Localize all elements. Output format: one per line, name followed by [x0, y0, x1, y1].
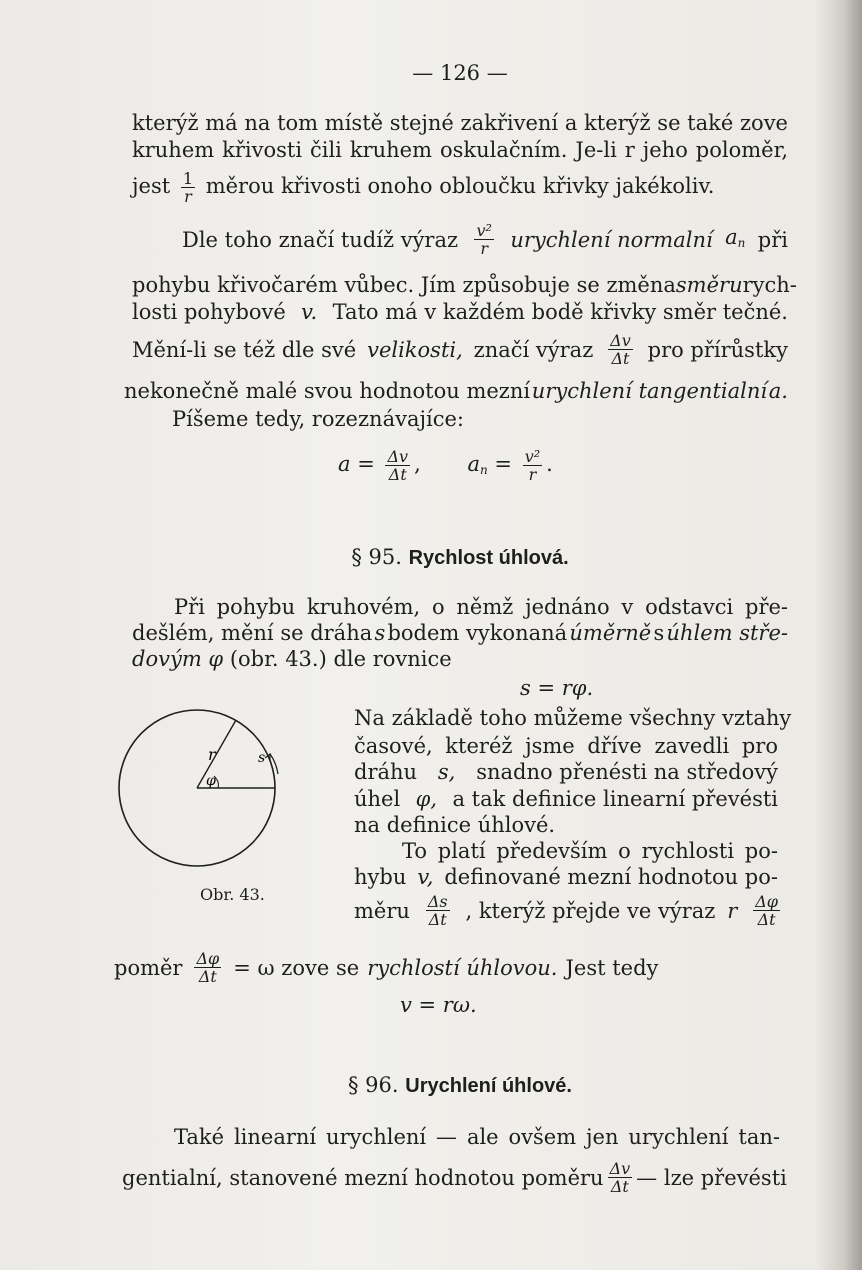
text-line	[354, 864, 778, 890]
subscript-n: n	[479, 463, 488, 477]
numerator: Δv	[387, 447, 409, 466]
italic-term: s,	[437, 760, 456, 784]
phi-symbol: φ	[208, 647, 224, 671]
label-s: s	[258, 750, 266, 766]
numerator: Δs	[427, 892, 448, 911]
numerator: Δv	[610, 331, 631, 350]
italic-term: úhlem stře-	[666, 621, 788, 645]
symbol-r: r	[727, 898, 738, 923]
denominator: Δt	[610, 1177, 629, 1196]
text-span: gentialní, stanovené mezní hodnotou poměru	[122, 1165, 604, 1190]
denominator: r	[528, 465, 537, 484]
denominator: Δt	[428, 910, 447, 929]
text-span: pohybu křivočarém vůbec. Jím způsobuje se změna	[132, 273, 676, 297]
a-n-symbol	[725, 224, 745, 256]
text-line: časové, kteréž jsme dříve zavedli pro	[354, 734, 778, 758]
numerator: v²	[524, 447, 541, 466]
fraction-v2-over-r	[474, 222, 493, 257]
text-line	[132, 137, 788, 163]
section-title: Rychlost úhlová.	[408, 547, 569, 569]
text-span: Dle toho značí tudíž výraz	[182, 227, 459, 252]
text-span: Jest tedy	[565, 955, 659, 980]
text-line	[114, 950, 674, 985]
text-line: na definice úhlové.	[354, 813, 556, 837]
text-span: — lze převésti	[636, 1165, 787, 1190]
equation-pair	[338, 448, 598, 483]
fraction-1-over-r	[181, 170, 195, 205]
text-line: kterýž má na tom místě stejné zakřivení a kterýž se také zove	[132, 111, 788, 135]
numerator: 1	[182, 169, 194, 188]
text-line	[132, 170, 788, 205]
denominator: Δt	[388, 465, 407, 484]
text-line: Při pohybu kruhovém, o němž jednáno v odstavci pře-	[174, 595, 788, 619]
period: .	[546, 452, 553, 476]
text-line	[354, 893, 784, 928]
text-line	[122, 1160, 786, 1195]
text-span: značí výraz	[473, 337, 594, 362]
denominator: r	[184, 187, 192, 206]
label-phi: φ	[206, 773, 216, 789]
italic-term: úměrně	[569, 621, 652, 645]
fraction-dphi-over-dt	[194, 950, 221, 985]
text-line: Na základě toho můžeme všechny vztahy	[354, 706, 792, 730]
text-line	[132, 620, 788, 646]
fraction-dv-over-dt	[385, 448, 410, 483]
text-span: dráhu	[354, 760, 418, 784]
text-span: dešlém, mění se dráha	[132, 621, 373, 645]
text-span: kruhem křivosti čili kruhem oskulačním. Je-li r jeho poloměr,	[132, 138, 788, 162]
text-line	[124, 378, 788, 404]
fraction-dphi-over-dt	[753, 893, 780, 928]
text-span: nekonečně malé svou hodnotou mezní	[124, 379, 531, 403]
text-line: Také linearní urychlení — ale ovšem jen urychlení tan-	[174, 1125, 780, 1149]
page-number: — 126 —	[412, 61, 508, 85]
subscript-n: n	[737, 235, 746, 250]
comma: ,	[414, 452, 421, 476]
text-span: bodem vykonaná	[387, 621, 568, 645]
italic-term: v,	[417, 865, 434, 889]
text-span: úhel	[354, 787, 401, 811]
text-line	[132, 272, 797, 298]
italic-term: velikosti,	[367, 337, 463, 362]
denominator: Δt	[757, 910, 776, 929]
text-line	[354, 786, 778, 812]
section-number: § 95.	[351, 545, 402, 569]
text-line	[132, 332, 788, 367]
page-edge-shadow	[816, 0, 862, 1270]
text-span: losti pohybové	[132, 300, 286, 324]
italic-term: urychlení tangentialní	[531, 379, 768, 403]
text-span: poměr	[114, 955, 183, 980]
text-span: měrou křivosti onoho obloučku křivky jakékoliv.	[205, 174, 715, 198]
text-line	[132, 646, 788, 672]
radius-oblique	[197, 720, 236, 788]
text-span: jest	[132, 174, 171, 198]
fraction-dv-over-dt	[608, 332, 633, 367]
fraction-v2-over-r	[523, 448, 542, 483]
text-span: měru	[354, 898, 410, 923]
section-heading-95	[132, 544, 788, 571]
text-span: pro přírůstky	[647, 337, 788, 362]
text-span: (obr. 43.) dle rovnice	[229, 647, 452, 671]
symbol-a: a	[725, 224, 738, 249]
figure-43-circle-diagram	[110, 700, 300, 875]
text-span: = ω zove se	[233, 955, 360, 980]
italic-term: rychlostí úhlovou.	[367, 955, 558, 980]
text-line: To platí především o rychlosti po-	[402, 839, 778, 863]
italic-term: urychlení normalní	[510, 227, 713, 252]
text-span: s	[653, 621, 665, 645]
text-span: rych-	[742, 273, 797, 297]
numerator: v²	[476, 221, 492, 240]
italic-term: s	[374, 621, 386, 645]
label-r: r	[208, 745, 216, 764]
numerator: Δv	[609, 1159, 631, 1178]
denominator: r	[480, 239, 489, 258]
fraction-dv-over-dt	[608, 1160, 633, 1195]
figure-caption: Obr. 43.	[200, 885, 265, 904]
text-span: snadno přenésti na středový	[476, 760, 778, 784]
text-span: Tato má v každém bodě křivky směr tečné.	[332, 300, 788, 324]
section-heading-96	[132, 1072, 788, 1099]
text-span: a tak definice linearní převésti	[452, 787, 778, 811]
denominator: Δt	[198, 967, 217, 986]
denominator: Δt	[611, 349, 630, 368]
symbol-a: a	[467, 452, 480, 476]
section-title: Urychlení úhlové.	[405, 1075, 572, 1097]
equation-lhs: a =	[338, 452, 375, 476]
fraction-ds-over-dt	[426, 893, 450, 928]
section-number: § 96.	[348, 1073, 399, 1097]
equation-v-r-omega: v = rω.	[400, 993, 477, 1017]
equation-s-r-phi: s = rφ.	[520, 676, 594, 700]
text-span: Mění-li se též dle své	[132, 337, 357, 362]
text-line	[132, 299, 788, 325]
italic-term: a.	[768, 379, 788, 403]
numerator: Δφ	[755, 892, 778, 911]
text-span: při	[757, 227, 788, 252]
equals-sign: =	[494, 452, 513, 476]
numerator: Δφ	[196, 949, 220, 968]
a-n-symbol	[467, 452, 487, 476]
text-line: Píšeme tedy, rozeznávajíce:	[172, 407, 464, 431]
text-span: , kterýž přejde ve výraz	[465, 898, 716, 923]
text-span: hybu	[354, 865, 407, 889]
text-span: definované mezní hodnotou po-	[444, 865, 778, 889]
italic-term: φ,	[415, 787, 438, 811]
text-line	[354, 759, 778, 785]
italic-term: v.	[301, 300, 318, 324]
italic-term: směru	[675, 273, 743, 297]
italic-term: dovým	[132, 647, 202, 671]
text-line	[182, 222, 788, 257]
